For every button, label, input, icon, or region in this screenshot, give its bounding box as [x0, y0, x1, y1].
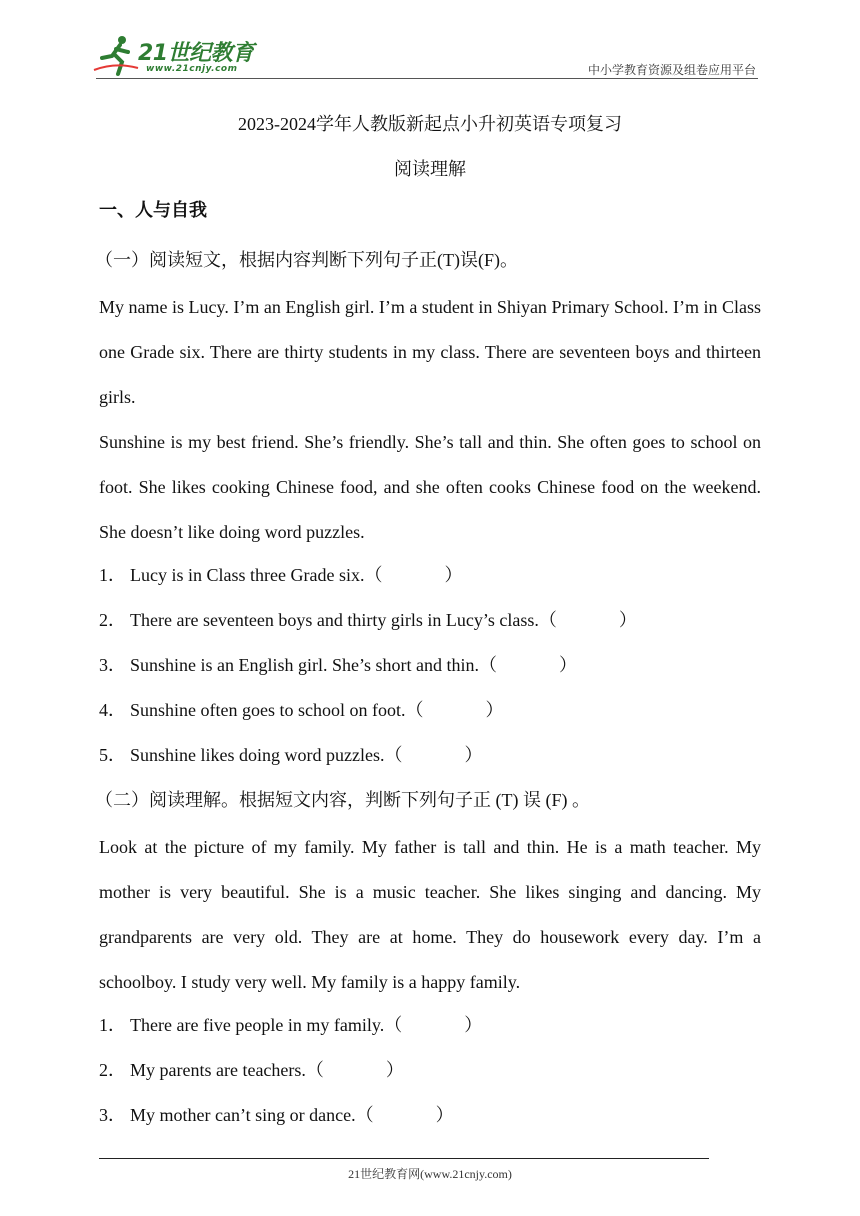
part1-instruction: （一）阅读短文，根据内容判断下列句子正(T)误(F)。 [95, 250, 518, 270]
logo-url: www.21cnjy.com [146, 64, 238, 74]
header-divider [96, 78, 758, 79]
part1-passage-paragraph-2: Sunshine is my best friend. She’s friendly. She’s tall and thin. She often goes to school on foot. She likes cooking Chinese food, and she often cooks Chinese food on the weekend. She doesn’t like doing word puzzles. [99, 432, 761, 542]
runner-logo-icon [92, 34, 140, 78]
question-item: 2． There are seventeen boys and thirty girls in Lucy’s class.（ ） [99, 610, 637, 630]
question-item: 3． Sunshine is an English girl. She’s short and thin.（ ） [99, 655, 577, 675]
part1-passage-paragraph-1: My name is Lucy. I’m an English girl. I’m a student in Shiyan Primary School. I’m in Class one Grade six. There are thirty students in my class. There are seventeen boys and thirteen girls. [99, 297, 761, 407]
page-footer: 21世纪教育网(www.21cnjy.com) [348, 1167, 512, 1181]
footer-divider [99, 1158, 709, 1159]
question-item: 2． My parents are teachers.（ ） [99, 1060, 404, 1080]
document-subtitle: 阅读理解 [394, 159, 466, 179]
question-item: 1． Lucy is in Class three Grade six.（ ） [99, 565, 463, 585]
question-item: 1． There are five people in my family.（ ） [99, 1015, 483, 1035]
question-item: 5． Sunshine likes doing word puzzles.（ ） [99, 745, 483, 765]
page-header [0, 0, 860, 90]
question-item: 4． Sunshine often goes to school on foot.（ ） [99, 700, 504, 720]
question-item: 3． My mother can’t sing or dance.（ ） [99, 1105, 454, 1125]
part2-instruction: （二）阅读理解。根据短文内容，判断下列句子正 (T) 误 (F) 。 [95, 790, 590, 810]
logo-text: 21世纪教育 [138, 41, 254, 66]
part2-passage: Look at the picture of my family. My father is tall and thin. He is a math teacher. My mother is very beautiful. She is a music teacher. She likes singing and dancing. My grandparents are very old. They are at home. They do housework every day. I’m a schoolboy. I study very well. My family is a happy family. [99, 837, 761, 992]
document-title: 2023-2024学年人教版新起点小升初英语专项复习 [238, 114, 622, 134]
header-platform-text: 中小学教育资源及组卷应用平台 [587, 63, 756, 77]
section-heading: 一、人与自我 [99, 200, 207, 221]
site-logo [92, 34, 262, 80]
document-body [95, 195, 761, 1140]
